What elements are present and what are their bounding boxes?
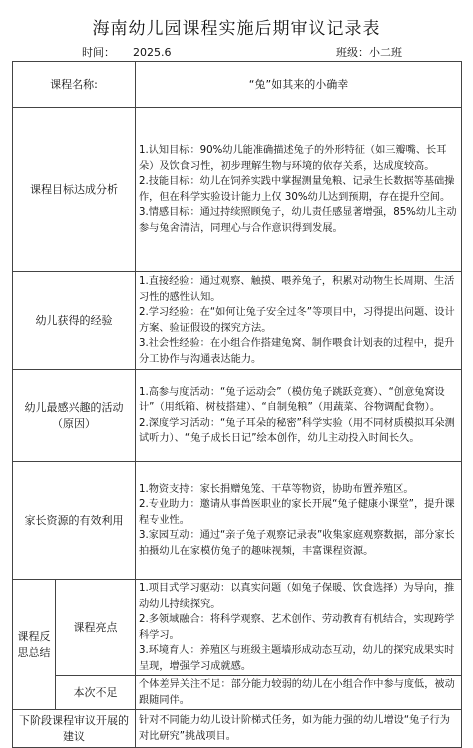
time-field [82,44,172,60]
experience-item: 1.直接经验：通过观察、触摸、喂养兔子，积累对动物生长周期、生活习性的感性认知。 [139,276,455,303]
page-title: 海南幼儿园课程实施后期审议记录表 [92,19,381,39]
class-field [336,44,402,60]
highlights-content [136,580,462,676]
highlights-label: 课程亮点 [56,580,136,676]
parents-label: 家长资源的有效利用 [13,462,136,580]
goal-analysis-label: 课程目标达成分析 [13,108,136,272]
course-name-value: “兔”如其来的小确幸 [136,62,462,108]
class-value: 小二班 [369,46,402,59]
highlight-item: 2.多领域融合：将科学观察、艺术创作、劳动教育有机结合，实现跨学科学习。 [139,614,455,641]
parents-item: 2.专业助力：邀请从事兽医职业的家长开展“兔子健康小课堂”，提升课程专业性。 [139,499,455,526]
row-experience [13,272,462,370]
next-stage-label: 下阶段课程审议开展的建议 [13,710,136,748]
next-stage-item: 针对不同能力幼儿设计阶梯式任务，如为能力强的幼儿增设“兔子行为对比研究”挑战项目。 [139,715,450,742]
time-value: 2025.6 [133,46,172,59]
row-highlights [13,580,462,676]
parents-item: 3.家园互动：通过“亲子兔子观察记录表”收集家庭观察数据，部分家长拍摄幼儿在家模仿兔子的趣味视频，丰富课程资源。 [139,530,455,557]
row-course-name [13,62,462,108]
row-interest [13,370,462,462]
row-goal-analysis [13,108,462,272]
interest-item: 2.深度学习活动：“兔子耳朵的秘密”科学实验（用不同材质模拟耳朵测试听力）、“兔子成长日记”绘本创作，幼儿主动投入时间长久。 [139,417,455,444]
experience-content [136,272,462,370]
interest-label: 幼儿最感兴趣的活动（原因） [13,370,136,462]
next-stage-content [136,710,462,748]
reflection-label: 课程反思总结 [13,580,56,710]
time-label: 时间： [82,46,115,59]
interest-item: 1.高参与度活动：“兔子运动会”（模仿兔子跳跃竞赛）、“创意兔窝设计”（用纸箱、树枝搭建）、“自制兔粮”（用蔬菜、谷物调配食物）。 [139,386,445,413]
shortcomings-label: 本次不足 [56,676,136,710]
goal-analysis-content [136,108,462,272]
row-parents [13,462,462,580]
parents-item: 1.物资支持：家长捐赠兔笼、干草等物资，协助布置养殖区。 [139,483,414,495]
row-shortcomings [13,676,462,710]
goal-item: 2.技能目标：幼儿在饲养实践中掌握测量兔粮、记录生长数据等基础操作，但在科学实验设计能力上仅 30%幼儿达到预期，存在提升空间。 [139,176,455,203]
highlight-item: 1.项目式学习驱动：以真实问题（如兔子保暖、饮食选择）为导向，推动幼儿持续探究。 [139,583,455,610]
highlight-item: 3.环境育人：养殖区与班级主题墙形成动态互动，幼儿的探究成果实时呈现，增强学习成就感。 [139,645,455,672]
course-name-label: 课程名称: [13,62,136,108]
experience-label: 幼儿获得的经验 [13,272,136,370]
goal-item: 3.情感目标：通过持续照顾兔子，幼儿责任感显著增强，85%幼儿主动参与兔舍清洁，同理心与合作意识得到发展。 [139,207,457,234]
experience-item: 3.社会性经验：在小组合作搭建兔窝、制作喂食计划表的过程中，提升分工协作与沟通表达能力。 [139,338,455,365]
shortcoming-item: 个体差异关注不足：部分能力较弱的幼儿在小组合作中参与度低，被动跟随同伴。 [139,679,455,706]
interest-content [136,370,462,462]
class-label: 班级： [336,46,369,59]
parents-content [136,462,462,580]
experience-item: 2.学习经验：在“如何让兔子安全过冬”等项目中，习得提出问题、设计方案、验证假设的探究方法。 [139,307,455,334]
row-next-stage [13,710,462,748]
goal-item: 1.认知目标：90%幼儿能准确描述兔子的外形特征（如三瓣嘴、长耳朵）及饮食习性，初步理解生物与环境的依存关系，达成度较高。 [139,145,447,172]
review-table [12,61,462,748]
shortcomings-content [136,676,462,710]
